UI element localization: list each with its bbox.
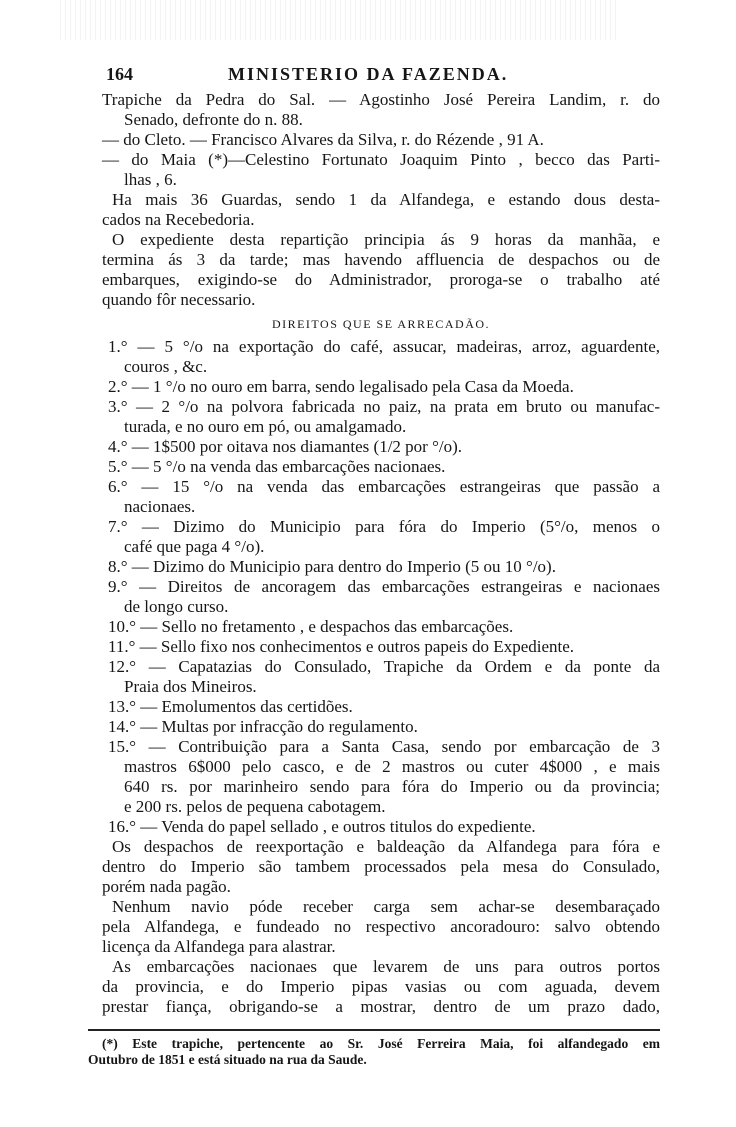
text-line: O expediente desta repartição principia ás 9 horas da manhãa, e xyxy=(112,230,660,249)
duty-item xyxy=(102,517,660,557)
paragraph xyxy=(102,837,660,897)
text-column xyxy=(88,90,660,1068)
text-line: prestar fiança, obrigando-se a mostrar, dentro de um prazo dado, xyxy=(102,997,660,1016)
footnote-line: Outubro de 1851 e está situado na rua da Saude. xyxy=(88,1052,367,1067)
text-line: 5.° — 5 °/o na venda das embarcações nacionaes. xyxy=(108,457,446,476)
text-line: Praia dos Mineiros. xyxy=(124,677,257,696)
duty-item xyxy=(102,397,660,437)
duty-item xyxy=(102,637,660,657)
trapiche-list xyxy=(102,90,660,190)
duties-list xyxy=(102,337,660,837)
text-line: embarques, exigindo-se do Administrador, proroga-se o trabalho até xyxy=(102,270,660,289)
page-header xyxy=(106,64,656,88)
duty-item xyxy=(102,477,660,517)
text-line: Nenhum navio póde receber carga sem achar-se desembaraçado xyxy=(112,897,660,916)
text-line: 640 rs. por marinheiro sendo para fóra do Imperio ou da provincia; xyxy=(124,777,660,796)
paragraph xyxy=(102,957,660,1017)
paragraph xyxy=(102,897,660,957)
duty-item xyxy=(102,577,660,617)
duty-item xyxy=(102,337,660,377)
text-line: turada, e no ouro em pó, ou amalgamado. xyxy=(124,417,407,436)
duty-item xyxy=(102,437,660,457)
paragraph xyxy=(102,230,660,310)
intro-paragraphs xyxy=(102,190,660,310)
duty-item xyxy=(102,717,660,737)
text-line: 6.° — 15 °/o na venda das embarcações estrangeiras que passão a xyxy=(108,477,660,496)
text-line: 15.° — Contribuição para a Santa Casa, sendo por embarcação de 3 xyxy=(108,737,660,756)
text-line: As embarcações nacionaes que levarem de uns para outros portos xyxy=(112,957,660,976)
text-line: da provincia, e do Imperio pipas vasias ou com aguada, devem xyxy=(102,977,660,996)
text-line: quando fôr necessario. xyxy=(102,290,256,309)
footnote xyxy=(88,1036,660,1068)
text-line: 11.° — Sello fixo nos conhecimentos e outros papeis do Expediente. xyxy=(108,637,575,656)
text-line: Os despachos de reexportação e baldeação da Alfandega para fóra e xyxy=(112,837,660,856)
trapiche-entry xyxy=(102,130,660,150)
page-number: 164 xyxy=(106,64,133,84)
trapiche-entry xyxy=(102,90,660,130)
text-line: e 200 rs. pelos de pequena cabotagem. xyxy=(124,797,386,816)
text-line: 2.° — 1 °/o no ouro em barra, sendo legalisado pela Casa da Moeda. xyxy=(108,377,574,396)
text-line: 8.° — Dizimo do Municipio para dentro do Imperio (5 ou 10 °/o). xyxy=(108,557,556,576)
closing-paragraphs xyxy=(102,837,660,1017)
duty-item xyxy=(102,617,660,637)
text-line: nacionaes. xyxy=(124,497,196,516)
text-line: mastros 6$000 pelo casco, e de 2 mastros ou cuter 4$000 , e mais xyxy=(124,757,660,776)
text-line: porém nada pagão. xyxy=(102,877,231,896)
text-line: couros , &c. xyxy=(124,357,208,376)
text-line: Senado, defronte do n. 88. xyxy=(124,110,303,129)
running-title: MINISTERIO DA FAZENDA. xyxy=(228,64,509,84)
text-line: licença da Alfandega para alastrar. xyxy=(102,937,336,956)
text-line: 14.° — Multas por infracção do regulamento. xyxy=(108,717,418,736)
duty-item xyxy=(102,697,660,717)
text-line: café que paga 4 °/o). xyxy=(124,537,265,556)
text-line: — do Cleto. — Francisco Alvares da Silva, r. do Rézende , 91 A. xyxy=(102,130,544,149)
duty-item xyxy=(102,657,660,697)
trapiche-entry xyxy=(102,150,660,190)
text-line: lhas , 6. xyxy=(124,170,177,189)
footnote-rule xyxy=(88,1029,660,1031)
section-heading: DIREITOS QUE SE ARRECADÃO. xyxy=(271,317,491,331)
text-line: Ha mais 36 Guardas, sendo 1 da Alfandega, e estando dous desta- xyxy=(112,190,660,209)
footnote-line: (*) Este trapiche, pertencente ao Sr. José Ferreira Maia, foi alfandegado em xyxy=(102,1036,660,1051)
text-line: dentro do Imperio são tambem processados pela mesa do Consulado, xyxy=(102,857,660,876)
text-line: 7.° — Dizimo do Municipio para fóra do Imperio (5°/o, menos o xyxy=(108,517,660,536)
text-line: pela Alfandega, e fundeado no respectivo ancoradouro: salvo obtendo xyxy=(102,917,660,936)
paragraph xyxy=(102,190,660,230)
page-body xyxy=(102,90,660,1017)
text-line: — do Maia (*)—Celestino Fortunato Joaquim Pinto , becco das Parti- xyxy=(102,150,660,169)
text-line: 10.° — Sello no fretamento , e despachos das embarcações. xyxy=(108,617,514,636)
text-line: 12.° — Capatazias do Consulado, Trapiche da Ordem e da ponte da xyxy=(108,657,660,676)
text-line: termina ás 3 da tarde; mas havendo affluencia de despachos ou de xyxy=(102,250,660,269)
text-line: 1.° — 5 °/o na exportação do café, assucar, madeiras, arroz, aguardente, xyxy=(108,337,660,356)
duty-item xyxy=(102,377,660,397)
text-line: 3.° — 2 °/o na polvora fabricada no paiz, na prata em bruto ou manufac- xyxy=(108,397,660,416)
text-line: Trapiche da Pedra do Sal. — Agostinho José Pereira Landim, r. do xyxy=(102,90,660,109)
text-line: 13.° — Emolumentos das certidões. xyxy=(108,697,353,716)
text-line: 16.° — Venda do papel sellado , e outros titulos do expediente. xyxy=(108,817,536,836)
duty-item xyxy=(102,457,660,477)
text-line: de longo curso. xyxy=(124,597,229,616)
scan-noise xyxy=(60,0,620,40)
text-line: 4.° — 1$500 por oitava nos diamantes (1/2 por °/o). xyxy=(108,437,463,456)
duty-item xyxy=(102,817,660,837)
text-line: 9.° — Direitos de ancoragem das embarcações estrangeiras e nacionaes xyxy=(108,577,660,596)
duty-item xyxy=(102,557,660,577)
text-line: cados na Recebedoria. xyxy=(102,210,255,229)
duty-item xyxy=(102,737,660,817)
